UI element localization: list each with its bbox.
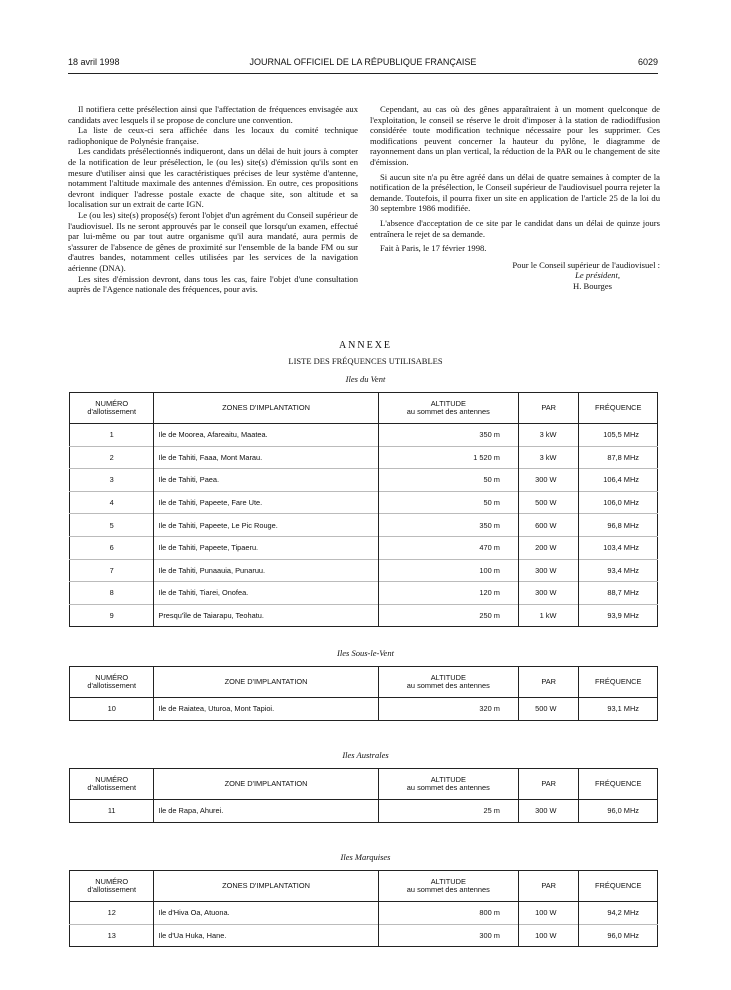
- col-header-par: PAR: [518, 393, 579, 424]
- page-header: [68, 57, 658, 71]
- cell-par: 200 W: [518, 536, 579, 559]
- cell-number: 2: [70, 446, 154, 469]
- cell-par: 3 kW: [518, 446, 579, 469]
- cell-par: 500 W: [518, 698, 579, 721]
- cell-altitude: 50 m: [378, 469, 518, 492]
- cell-frequency: 103,4 MHz: [579, 536, 658, 559]
- table-body: [70, 902, 658, 947]
- signature-title: Le président,: [575, 270, 620, 281]
- table-row: [70, 536, 658, 559]
- group-title: Iles Australes: [342, 750, 389, 760]
- cell-zone: Ile de Tahiti, Papeete, Tipaeru.: [154, 536, 378, 559]
- paragraph: Les sites d'émission devront, dans tous les cas, faire l'objet d'une consultation auprès de l'Agence nationale des fréquences, pour avis.: [68, 273, 358, 295]
- col-header-number: NUMÉRO d'allotissement: [70, 871, 154, 902]
- cell-altitude: 250 m: [378, 604, 518, 627]
- table-row: [70, 582, 658, 605]
- cell-number: 7: [70, 559, 154, 582]
- col-header-number: NUMÉRO d'allotissement: [70, 393, 154, 424]
- col-header-zone: ZONE D'IMPLANTATION: [154, 667, 378, 698]
- annex-subtitle: LISTE DES FRÉQUENCES UTILISABLES: [288, 356, 443, 366]
- table-row: [70, 446, 658, 469]
- group-title: Iles Sous-le-Vent: [337, 648, 394, 658]
- paragraph: Cependant, au cas où des gênes apparaîtraient à un moment quelconque de l'exploitation, le conseil se réserve le droit d'imposer à la station de radiodiffusion considérée toute modification technique nécessaire pour les supprimer. Ces modifications peuvent concerner la hauteur du pylône, le diagramme de rayonnement dans un plan vertical, la réduction de la PAR ou le changement de site d'émission.: [370, 104, 660, 167]
- cell-frequency: 93,1 MHz: [579, 698, 658, 721]
- paragraph: L'absence d'acceptation de ce site par le candidat dans un délai de quinze jours entraînera le rejet de sa demande.: [370, 217, 660, 239]
- cell-frequency: 87,8 MHz: [579, 446, 658, 469]
- cell-altitude: 800 m: [378, 902, 518, 925]
- cell-altitude: 350 m: [378, 514, 518, 537]
- cell-frequency: 106,4 MHz: [579, 469, 658, 492]
- cell-par: 300 W: [518, 559, 579, 582]
- cell-altitude: 1 520 m: [378, 446, 518, 469]
- left-column: [68, 104, 358, 295]
- paragraph: Le (ou les) site(s) proposé(s) feront l'objet d'un agrément du Conseil supérieur de l'audiovisuel. Ils ne seront approuvés par le conseil que lorsqu'un examen, effectué par lui-même ou par tout autre organisme qu'il aura mandaté, aura permis de s'assurer de l'absence de gênes de proximité sur l'ensemble de la bande FM ou sur d'autres bandes, notamment celles utilisées par les services de la navigation aérienne (DNA).: [68, 209, 358, 273]
- col-header-altitude: ALTITUDE au sommet des antennes: [378, 769, 518, 800]
- cell-altitude: 350 m: [378, 424, 518, 447]
- frequency-table: [69, 392, 658, 627]
- cell-number: 4: [70, 491, 154, 514]
- table-header-row: [70, 769, 658, 800]
- cell-frequency: 96,0 MHz: [579, 924, 658, 947]
- col-header-number: NUMÉRO d'allotissement: [70, 667, 154, 698]
- header-page-number: 6029: [637, 57, 658, 67]
- group-title: Iles Marquises: [340, 852, 391, 862]
- cell-frequency: 88,7 MHz: [579, 582, 658, 605]
- table-row: [70, 902, 658, 925]
- cell-frequency: 105,5 MHz: [579, 424, 658, 447]
- cell-frequency: 96,0 MHz: [579, 800, 658, 823]
- cell-par: 300 W: [518, 469, 579, 492]
- cell-frequency: 93,4 MHz: [579, 559, 658, 582]
- cell-zone: Ile de Rapa, Ahurei.: [154, 800, 378, 823]
- cell-zone: Ile de Tahiti, Papeete, Fare Ute.: [154, 491, 378, 514]
- table-body: [70, 800, 658, 823]
- signature-block: [370, 260, 660, 292]
- cell-zone: Ile de Moorea, Afareaitu, Maatea.: [154, 424, 378, 447]
- cell-zone: Ile d'Hiva Oa, Atuona.: [154, 902, 378, 925]
- cell-number: 3: [70, 469, 154, 492]
- table-row: [70, 424, 658, 447]
- paragraph: La liste de ceux-ci sera affichée dans les locaux du comité technique radiophonique de Polynésie française.: [68, 125, 358, 146]
- header-title: JOURNAL OFFICIEL DE LA RÉPUBLIQUE FRANÇAISE: [249, 57, 477, 67]
- table-header-row: [70, 871, 658, 902]
- table-row: [70, 698, 658, 721]
- cell-par: 600 W: [518, 514, 579, 537]
- cell-par: 300 W: [518, 582, 579, 605]
- table-row: [70, 514, 658, 537]
- col-header-frequency: FRÉQUENCE: [579, 769, 658, 800]
- cell-par: 100 W: [518, 902, 579, 925]
- cell-par: 100 W: [518, 924, 579, 947]
- cell-number: 8: [70, 582, 154, 605]
- cell-altitude: 100 m: [378, 559, 518, 582]
- signature-authority: Pour le Conseil supérieur de l'audiovisuel :: [512, 259, 660, 270]
- cell-zone: Ile de Tahiti, Paea.: [154, 469, 378, 492]
- table-header-row: [70, 667, 658, 698]
- cell-altitude: 120 m: [378, 582, 518, 605]
- frequency-table: [69, 768, 658, 823]
- header-date: 18 avril 1998: [68, 57, 120, 67]
- cell-zone: Ile de Raiatea, Uturoa, Mont Tapioi.: [154, 698, 378, 721]
- col-header-altitude: ALTITUDE au sommet des antennes: [378, 667, 518, 698]
- cell-number: 6: [70, 536, 154, 559]
- col-header-zone: ZONES D'IMPLANTATION: [154, 393, 378, 424]
- cell-frequency: 94,2 MHz: [579, 902, 658, 925]
- table-body: [70, 698, 658, 721]
- paragraph: Il notifiera cette présélection ainsi que l'affectation de fréquences envisagée aux candidats avec lesquels il se propose de conclure une convention.: [68, 104, 358, 125]
- col-header-frequency: FRÉQUENCE: [579, 667, 658, 698]
- cell-zone: Ile de Tahiti, Punaauia, Punaruu.: [154, 559, 378, 582]
- col-header-frequency: FRÉQUENCE: [579, 871, 658, 902]
- table-row: [70, 559, 658, 582]
- col-header-par: PAR: [518, 871, 579, 902]
- cell-par: 300 W: [518, 800, 579, 823]
- cell-par: 500 W: [518, 491, 579, 514]
- col-header-par: PAR: [518, 769, 579, 800]
- signature-name: H. Bourges: [573, 280, 612, 291]
- cell-par: 1 kW: [518, 604, 579, 627]
- col-header-altitude: ALTITUDE au sommet des antennes: [378, 871, 518, 902]
- annex-title: ANNEXE: [338, 340, 393, 351]
- table-row: [70, 800, 658, 823]
- right-column: [370, 104, 660, 292]
- cell-frequency: 93,9 MHz: [579, 604, 658, 627]
- cell-number: 12: [70, 902, 154, 925]
- header-rule: [68, 73, 658, 74]
- col-header-zone: ZONE D'IMPLANTATION: [154, 769, 378, 800]
- paragraph: Les candidats présélectionnés indiqueront, dans un délai de huit jours à compter de la notification de leur présélection, le (ou les) site(s) d'émission qu'ils sont en mesure d'utiliser ainsi que les caractéristiques précises de leur système d'antenne, notamment l'altitude maximale des antennes d'émission. En outre, ces propositions devront indiquer l'adresse postale exacte de chaque site, son altitude et sa localisation sur un extrait de carte IGN.: [68, 146, 358, 210]
- cell-altitude: 320 m: [378, 698, 518, 721]
- frequency-table: [69, 666, 658, 721]
- col-header-par: PAR: [518, 667, 579, 698]
- cell-number: 5: [70, 514, 154, 537]
- cell-number: 13: [70, 924, 154, 947]
- cell-zone: Ile d'Ua Huka, Hane.: [154, 924, 378, 947]
- col-header-altitude: ALTITUDE au sommet des antennes: [378, 393, 518, 424]
- frequency-table: [69, 870, 658, 947]
- col-header-number: NUMÉRO d'allotissement: [70, 769, 154, 800]
- cell-zone: Ile de Tahiti, Tiarei, Onofea.: [154, 582, 378, 605]
- cell-number: 11: [70, 800, 154, 823]
- table-row: [70, 604, 658, 627]
- done-at-line: Fait à Paris, le 17 février 1998.: [380, 243, 487, 254]
- table-row: [70, 469, 658, 492]
- cell-altitude: 25 m: [378, 800, 518, 823]
- cell-par: 3 kW: [518, 424, 579, 447]
- group-title: Iles du Vent: [345, 374, 386, 384]
- table-body: [70, 424, 658, 627]
- cell-altitude: 470 m: [378, 536, 518, 559]
- table-row: [70, 924, 658, 947]
- cell-zone: Ile de Tahiti, Faaa, Mont Marau.: [154, 446, 378, 469]
- col-header-zone: ZONES D'IMPLANTATION: [154, 871, 378, 902]
- cell-frequency: 96,8 MHz: [579, 514, 658, 537]
- paragraph: Si aucun site n'a pu être agréé dans un délai de quatre semaines à compter de la notification de la présélection, le Conseil supérieur de l'audiovisuel pourra rejeter la demande. Toutefois, il pourra fixer un site en application de l'article 25 de la loi du 30 septembre 1986 modifiée.: [370, 171, 660, 214]
- cell-zone: Presqu'île de Taiarapu, Teohatu.: [154, 604, 378, 627]
- table-header-row: [70, 393, 658, 424]
- cell-altitude: 50 m: [378, 491, 518, 514]
- table-row: [70, 491, 658, 514]
- cell-zone: Ile de Tahiti, Papeete, Le Pic Rouge.: [154, 514, 378, 537]
- col-header-frequency: FRÉQUENCE: [579, 393, 658, 424]
- cell-altitude: 300 m: [378, 924, 518, 947]
- cell-number: 10: [70, 698, 154, 721]
- cell-frequency: 106,0 MHz: [579, 491, 658, 514]
- cell-number: 1: [70, 424, 154, 447]
- cell-number: 9: [70, 604, 154, 627]
